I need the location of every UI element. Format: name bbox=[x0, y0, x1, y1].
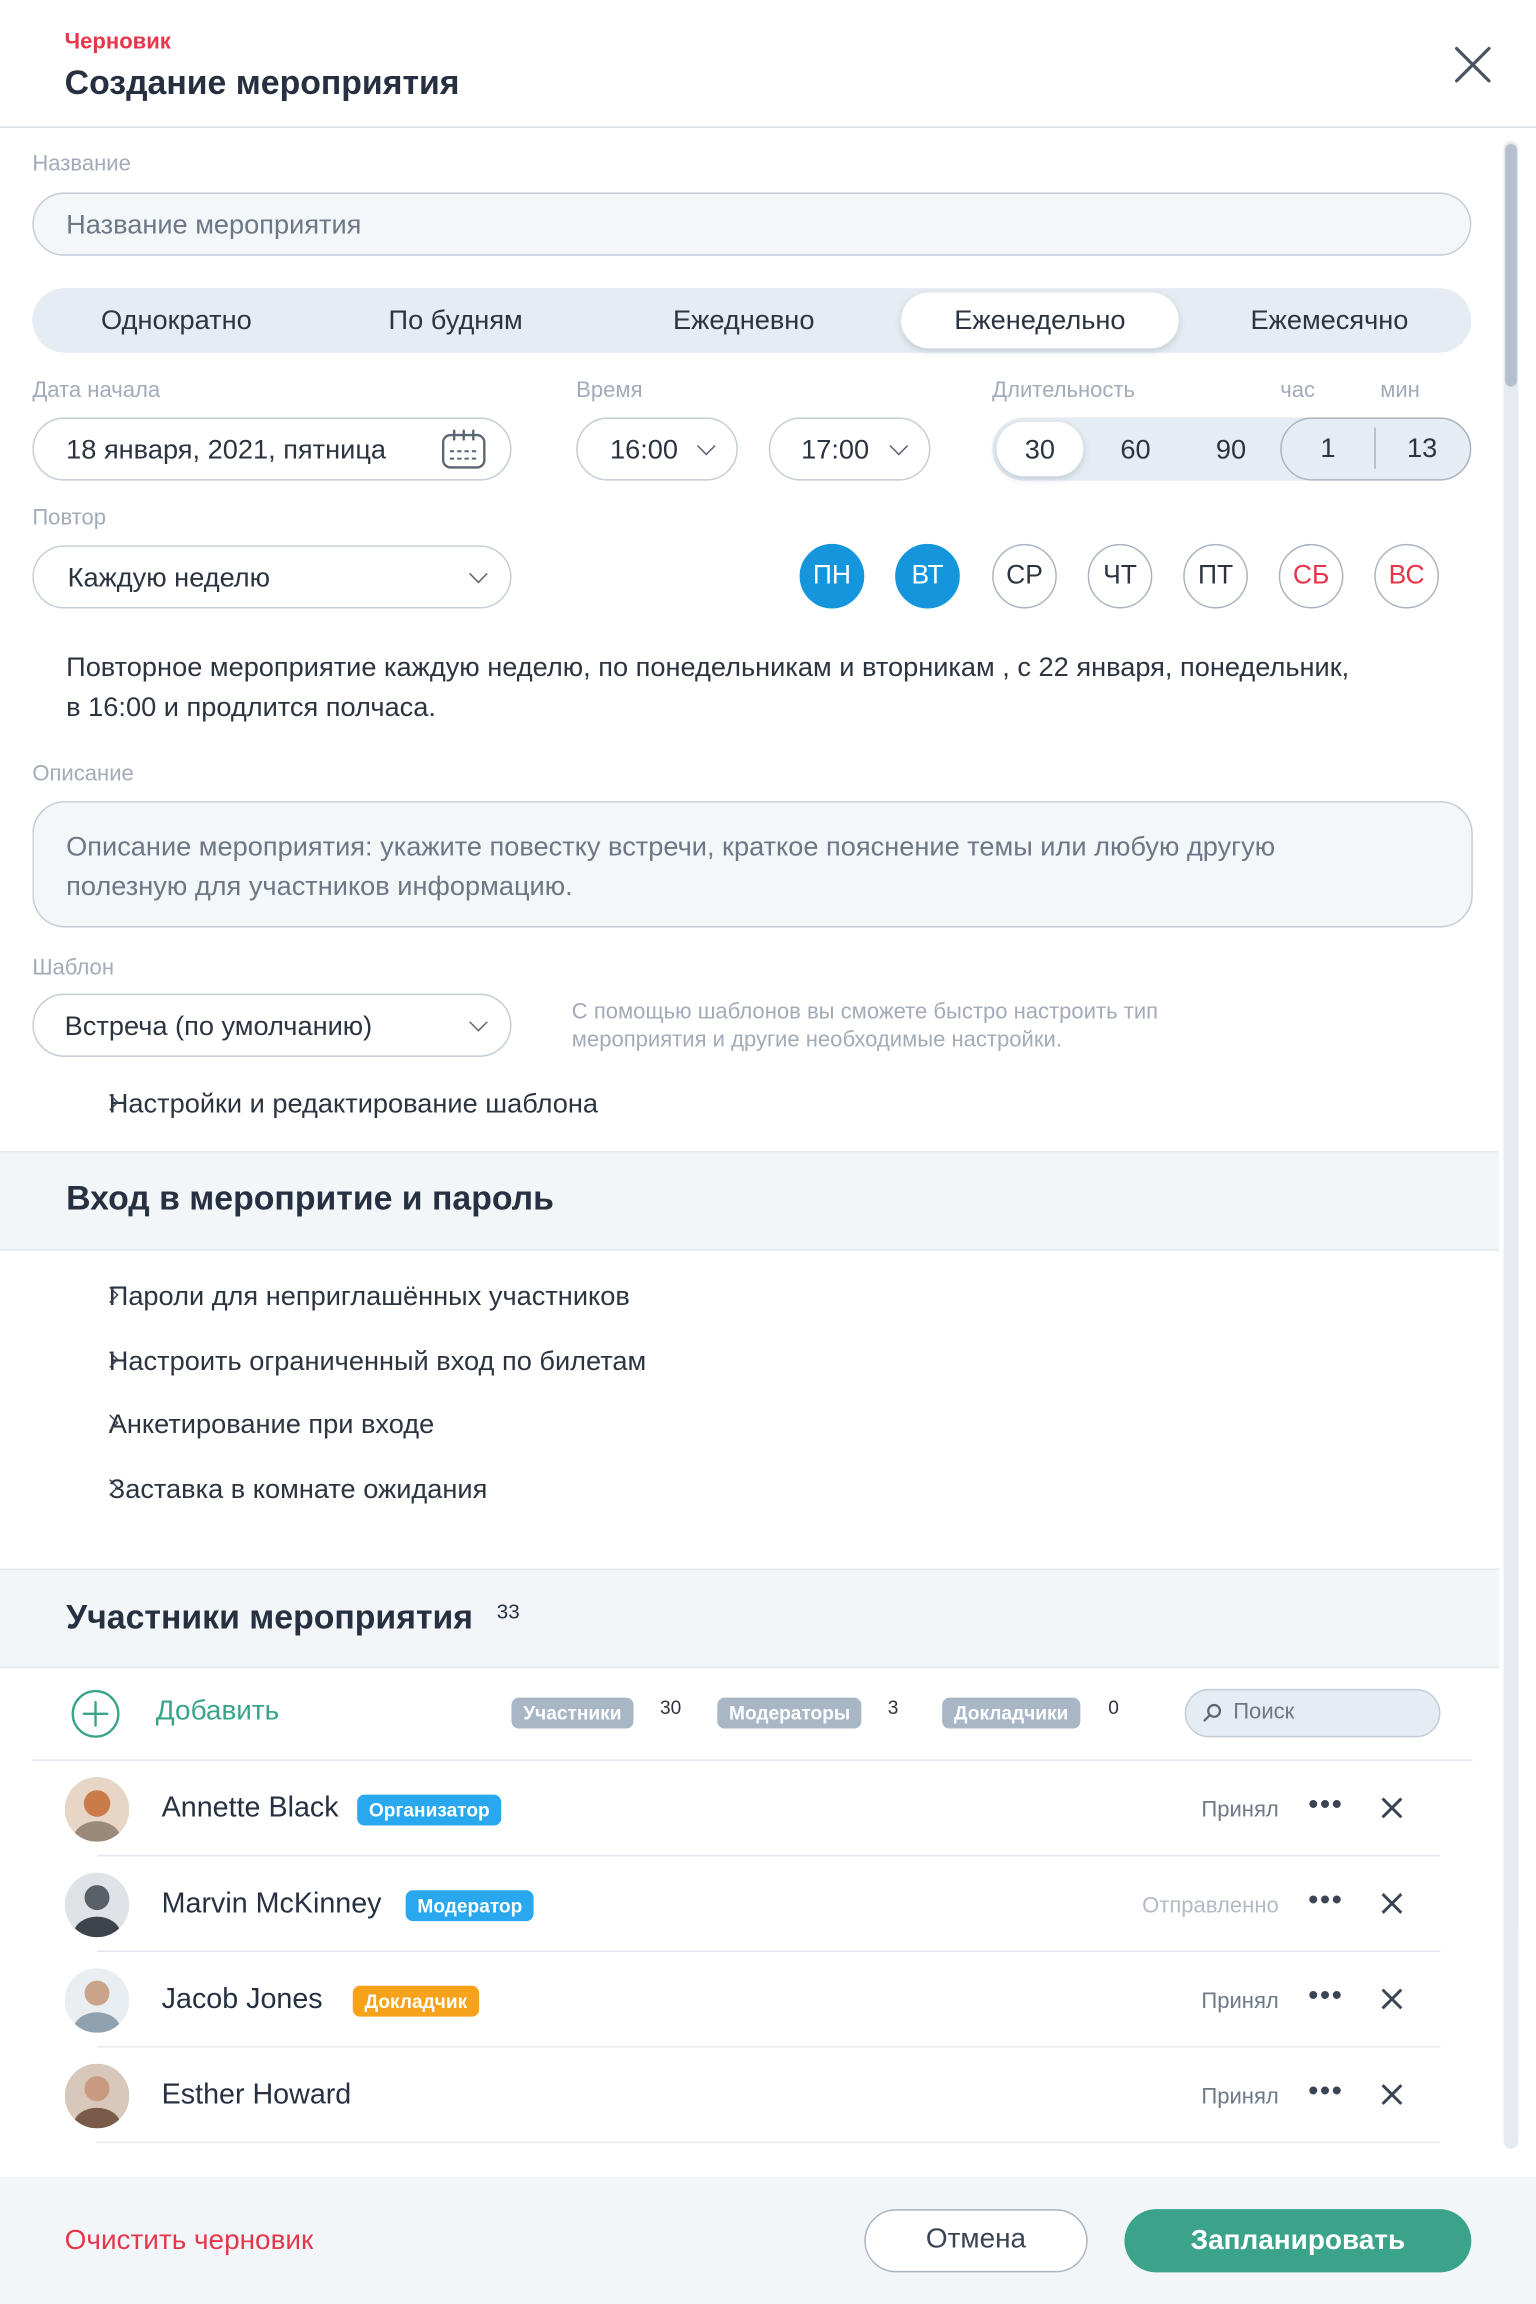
filter-participants[interactable]: Участники bbox=[512, 1698, 634, 1729]
filter-speakers-count: 0 bbox=[1108, 1696, 1119, 1719]
duration-custom bbox=[1280, 417, 1471, 480]
participants-count: 33 bbox=[496, 1599, 520, 1623]
chevron-down-icon bbox=[889, 437, 908, 456]
participants-section-header bbox=[0, 1568, 1499, 1668]
participant-name: Jacob Jones bbox=[161, 1982, 323, 2016]
row-divider bbox=[97, 1950, 1440, 1951]
scrollbar-thumb[interactable] bbox=[1505, 144, 1517, 387]
weekday-wed[interactable]: СР bbox=[992, 544, 1057, 609]
template-settings-toggle[interactable] bbox=[76, 1088, 598, 1120]
duration-label: Длительность bbox=[992, 377, 1136, 403]
access-item-label: Анкетирование при входе bbox=[108, 1408, 435, 1439]
duration-hours-input[interactable]: 1 bbox=[1320, 432, 1336, 464]
weekday-tue[interactable]: ВТ bbox=[895, 544, 960, 609]
duration-hour-label: час bbox=[1280, 377, 1316, 403]
repeat-value: Каждую неделю bbox=[67, 560, 271, 592]
calendar-icon[interactable] bbox=[441, 428, 487, 471]
description-placeholder-line1: Описание мероприятия: укажите повестку встречи, краткое пояснение темы или любую другую bbox=[66, 830, 1276, 862]
participant-name: Esther Howard bbox=[161, 2078, 352, 2111]
start-date-value: 18 января, 2021, пятница bbox=[66, 432, 387, 464]
duration-selector bbox=[992, 417, 1471, 480]
role-badge: Организатор bbox=[357, 1795, 501, 1826]
start-date-label: Дата начала bbox=[32, 377, 161, 403]
tab-weekly[interactable]: Еженедельно bbox=[901, 293, 1179, 349]
avatar bbox=[65, 1777, 130, 1842]
duration-preset-90[interactable]: 90 bbox=[1215, 433, 1247, 465]
description-label: Описание bbox=[32, 761, 134, 787]
template-hint bbox=[572, 998, 1158, 1054]
search-icon bbox=[1202, 1702, 1223, 1723]
row-divider bbox=[97, 1855, 1440, 1856]
name-label: Название bbox=[32, 151, 131, 177]
participant-row[interactable] bbox=[65, 1953, 1441, 2047]
scrollbar-track[interactable] bbox=[1504, 141, 1519, 2149]
participant-status: Принял bbox=[1201, 1988, 1279, 2014]
more-options-icon[interactable]: ••• bbox=[1308, 1788, 1344, 1822]
participant-row[interactable] bbox=[65, 2049, 1441, 2143]
recurrence-summary bbox=[66, 647, 1349, 726]
row-divider bbox=[97, 2142, 1440, 2143]
template-hint-line2: мероприятия и другие необходимые настройки. bbox=[571, 1027, 1062, 1053]
close-icon[interactable] bbox=[1452, 44, 1493, 85]
avatar bbox=[65, 2064, 130, 2129]
search-placeholder: Поиск bbox=[1233, 1699, 1295, 1725]
more-options-icon[interactable]: ••• bbox=[1308, 2075, 1344, 2108]
duration-minutes-input[interactable]: 13 bbox=[1406, 432, 1438, 464]
participants-title: Участники мероприятия bbox=[66, 1597, 474, 1636]
template-select[interactable] bbox=[32, 994, 511, 1057]
weekday-thu[interactable]: ЧТ bbox=[1088, 544, 1153, 609]
access-section-title: Вход в меропритие и пароль bbox=[66, 1178, 554, 1218]
description-placeholder-line2: полезную для участников информацию. bbox=[66, 870, 573, 902]
time-from-select[interactable] bbox=[576, 417, 738, 480]
remove-participant-icon[interactable] bbox=[1382, 1798, 1403, 1819]
schedule-button[interactable]: Запланировать bbox=[1124, 2209, 1471, 2272]
filter-participants-count: 30 bbox=[659, 1696, 682, 1719]
recurrence-summary-line1: Повторное мероприятие каждую неделю, по понедельникам и вторникам , с 22 января, понедельник, bbox=[66, 651, 1350, 683]
access-item-label: Настроить ограниченный вход по билетам bbox=[108, 1344, 647, 1376]
clear-draft-button[interactable]: Очистить черновик bbox=[64, 2225, 314, 2257]
avatar bbox=[65, 1968, 130, 2033]
description-textarea[interactable] bbox=[32, 801, 1472, 927]
role-badge: Докладчик bbox=[353, 1986, 479, 2017]
duration-preset-30[interactable]: 30 bbox=[997, 422, 1084, 476]
access-item-tickets[interactable] bbox=[76, 1345, 646, 1377]
weekday-sun[interactable]: ВС bbox=[1374, 544, 1439, 609]
cancel-button[interactable]: Отмена bbox=[864, 2209, 1087, 2272]
participant-status: Принял bbox=[1201, 1797, 1279, 1823]
page-title: Создание мероприятия bbox=[64, 63, 460, 102]
template-settings-label: Настройки и редактирование шаблона bbox=[108, 1087, 599, 1119]
access-item-waiting-room[interactable] bbox=[76, 1473, 487, 1505]
chevron-down-icon bbox=[469, 565, 488, 584]
participant-row[interactable] bbox=[65, 1858, 1441, 1952]
remove-participant-icon[interactable] bbox=[1382, 2084, 1403, 2105]
remove-participant-icon[interactable] bbox=[1382, 1989, 1403, 2010]
avatar bbox=[65, 1873, 130, 1938]
time-to-value: 17:00 bbox=[801, 432, 870, 464]
participant-name: Marvin McKinney bbox=[161, 1887, 382, 1920]
access-item-label: Пароли для неприглашённых участников bbox=[108, 1280, 630, 1312]
weekday-fri[interactable]: ПТ bbox=[1183, 544, 1248, 609]
filter-moderators[interactable]: Модераторы bbox=[717, 1698, 862, 1729]
tab-daily[interactable]: Ежедневно bbox=[673, 304, 815, 336]
template-hint-line1: С помощью шаблонов вы сможете быстро настроить тип bbox=[571, 999, 1159, 1025]
filter-moderators-count: 3 bbox=[887, 1696, 899, 1719]
duration-min-label: мин bbox=[1380, 377, 1420, 403]
weekday-mon[interactable]: ПН bbox=[800, 544, 865, 609]
repeat-select[interactable] bbox=[32, 545, 511, 608]
more-options-icon[interactable]: ••• bbox=[1308, 1979, 1344, 2013]
remove-participant-icon[interactable] bbox=[1382, 1893, 1403, 1914]
tab-weekdays[interactable]: По будням bbox=[388, 304, 523, 336]
duration-preset-60[interactable]: 60 bbox=[1120, 433, 1151, 465]
time-label: Время bbox=[576, 377, 643, 403]
chevron-down-icon bbox=[469, 1013, 488, 1032]
participant-name: Annette Black bbox=[161, 1791, 339, 1825]
filter-speakers[interactable]: Докладчики bbox=[942, 1698, 1080, 1729]
draft-status: Черновик bbox=[64, 29, 171, 55]
recurrence-summary-line2: в 16:00 и продлится полчаса. bbox=[66, 690, 436, 722]
access-item-label: Заставка в комнате ожидания bbox=[108, 1472, 488, 1504]
time-to-select[interactable] bbox=[769, 417, 931, 480]
role-badge: Модератор bbox=[406, 1890, 534, 1921]
recurrence-tabs bbox=[32, 288, 1471, 353]
access-section-header bbox=[0, 1151, 1499, 1251]
more-options-icon[interactable]: ••• bbox=[1308, 1884, 1344, 1917]
event-name-placeholder: Название мероприятия bbox=[66, 207, 362, 239]
dialog-footer bbox=[0, 2177, 1536, 2304]
add-participant-icon[interactable] bbox=[71, 1689, 121, 1739]
add-participant-button[interactable]: Добавить bbox=[155, 1696, 280, 1728]
participants-divider bbox=[32, 1759, 1472, 1760]
repeat-label: Повтор bbox=[32, 505, 107, 531]
template-value: Встреча (по умолчанию) bbox=[64, 1009, 373, 1040]
participant-status: Отправленно bbox=[1142, 1893, 1279, 1919]
row-divider bbox=[97, 2046, 1440, 2047]
chevron-down-icon bbox=[697, 437, 716, 456]
start-date-field[interactable] bbox=[32, 417, 511, 480]
access-item-survey[interactable] bbox=[76, 1408, 434, 1440]
tab-once[interactable]: Однократно bbox=[101, 304, 252, 336]
time-from-value: 16:00 bbox=[609, 432, 679, 464]
event-name-input[interactable] bbox=[32, 193, 1471, 256]
participant-row[interactable] bbox=[65, 1762, 1441, 1856]
template-label: Шаблон bbox=[32, 955, 115, 981]
header-divider bbox=[0, 126, 1536, 127]
tab-monthly[interactable]: Ежемесячно bbox=[1250, 304, 1409, 336]
participant-status: Принял bbox=[1201, 2084, 1279, 2110]
access-item-passwords[interactable] bbox=[76, 1280, 629, 1312]
weekday-sat[interactable]: СБ bbox=[1279, 544, 1344, 609]
participants-search-input[interactable] bbox=[1185, 1689, 1441, 1738]
